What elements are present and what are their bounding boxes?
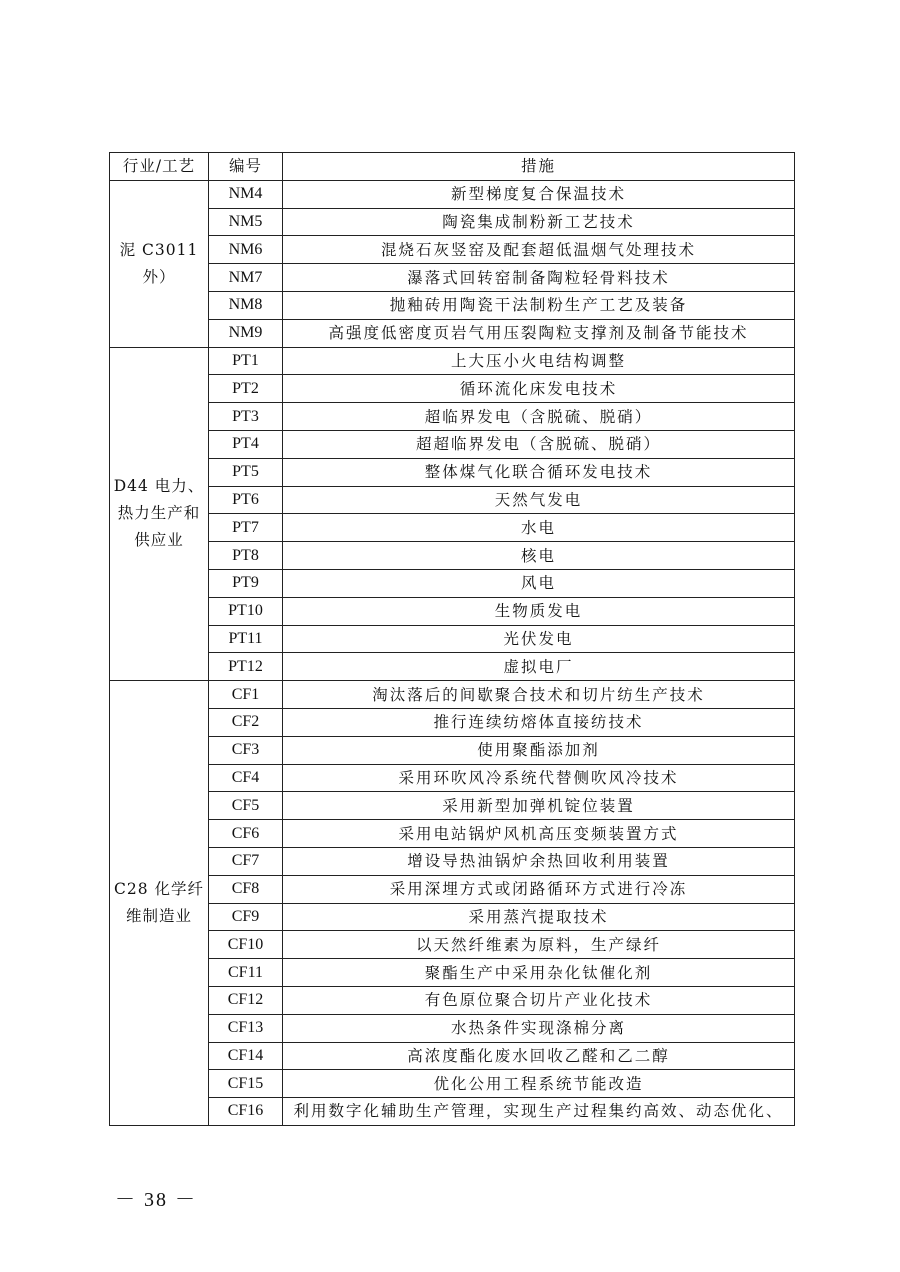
measures-table <box>109 152 795 1126</box>
code-cell: NM6 <box>209 236 283 264</box>
code-cell: CF6 <box>209 820 283 848</box>
table-row <box>110 347 795 375</box>
industry-cell: 泥 C3011 外） <box>110 180 209 347</box>
code-cell: PT11 <box>209 625 283 653</box>
code-cell: CF12 <box>209 986 283 1014</box>
measure-cell: 采用环吹风冷系统代替侧吹风冷技术 <box>283 764 795 792</box>
industry-cell: C28 化学纤维制造业 <box>110 681 209 1126</box>
table-row <box>110 264 795 292</box>
measure-cell: 瀑落式回转窑制备陶粒轻骨料技术 <box>283 264 795 292</box>
measures-table-body <box>110 153 795 1126</box>
measure-cell: 超临界发电（含脱硫、脱硝） <box>283 403 795 431</box>
table-row <box>110 764 795 792</box>
measure-cell: 混烧石灰竖窑及配套超低温烟气处理技术 <box>283 236 795 264</box>
measure-cell: 天然气发电 <box>283 486 795 514</box>
measure-cell: 超超临界发电（含脱硫、脱硝） <box>283 430 795 458</box>
table-row <box>110 986 795 1014</box>
code-cell: CF11 <box>209 959 283 987</box>
table-row <box>110 1014 795 1042</box>
header-code: 编号 <box>209 153 283 181</box>
table-row <box>110 792 795 820</box>
table-row <box>110 903 795 931</box>
table-row <box>110 458 795 486</box>
measure-cell: 高强度低密度页岩气用压裂陶粒支撑剂及制备节能技术 <box>283 319 795 347</box>
measure-cell: 抛釉砖用陶瓷干法制粉生产工艺及装备 <box>283 291 795 319</box>
table-row <box>110 736 795 764</box>
code-cell: PT12 <box>209 653 283 681</box>
measure-cell: 陶瓷集成制粉新工艺技术 <box>283 208 795 236</box>
measure-cell: 虚拟电厂 <box>283 653 795 681</box>
table-row <box>110 514 795 542</box>
table-row <box>110 180 795 208</box>
table-row <box>110 208 795 236</box>
industry-cell: D44 电力、热力生产和供应业 <box>110 347 209 681</box>
code-cell: CF3 <box>209 736 283 764</box>
measure-cell: 整体煤气化联合循环发电技术 <box>283 458 795 486</box>
measure-cell: 水电 <box>283 514 795 542</box>
measure-cell: 聚酯生产中采用杂化钛催化剂 <box>283 959 795 987</box>
code-cell: NM9 <box>209 319 283 347</box>
code-cell: PT6 <box>209 486 283 514</box>
code-cell: NM5 <box>209 208 283 236</box>
code-cell: CF4 <box>209 764 283 792</box>
code-cell: CF1 <box>209 681 283 709</box>
code-cell: CF9 <box>209 903 283 931</box>
code-cell: CF7 <box>209 847 283 875</box>
table-row <box>110 875 795 903</box>
measure-cell: 循环流化床发电技术 <box>283 375 795 403</box>
header-measure: 措施 <box>283 153 795 181</box>
code-cell: CF8 <box>209 875 283 903</box>
table-row <box>110 708 795 736</box>
measure-cell: 淘汰落后的间歇聚合技术和切片纺生产技术 <box>283 681 795 709</box>
measure-cell: 采用蒸汽提取技术 <box>283 903 795 931</box>
measure-cell: 使用聚酯添加剂 <box>283 736 795 764</box>
table-row <box>110 681 795 709</box>
table-row <box>110 403 795 431</box>
code-cell: CF13 <box>209 1014 283 1042</box>
code-cell: NM4 <box>209 180 283 208</box>
code-cell: CF2 <box>209 708 283 736</box>
measure-cell: 优化公用工程系统节能改造 <box>283 1070 795 1098</box>
code-cell: PT9 <box>209 569 283 597</box>
code-cell: PT4 <box>209 430 283 458</box>
measure-cell: 增设导热油锅炉余热回收利用装置 <box>283 847 795 875</box>
table-row <box>110 625 795 653</box>
table-row <box>110 542 795 570</box>
measure-cell: 上大压小火电结构调整 <box>283 347 795 375</box>
code-cell: PT5 <box>209 458 283 486</box>
code-cell: CF10 <box>209 931 283 959</box>
code-cell: PT3 <box>209 403 283 431</box>
code-cell: NM8 <box>209 291 283 319</box>
code-cell: CF5 <box>209 792 283 820</box>
measure-cell: 水热条件实现涤棉分离 <box>283 1014 795 1042</box>
measure-cell: 有色原位聚合切片产业化技术 <box>283 986 795 1014</box>
code-cell: CF14 <box>209 1042 283 1070</box>
table-row <box>110 569 795 597</box>
code-cell: PT8 <box>209 542 283 570</box>
measure-cell: 光伏发电 <box>283 625 795 653</box>
code-cell: PT2 <box>209 375 283 403</box>
table-row <box>110 653 795 681</box>
table-row <box>110 236 795 264</box>
measure-cell: 核电 <box>283 542 795 570</box>
header-industry: 行业/工艺 <box>110 153 209 181</box>
measure-cell: 新型梯度复合保温技术 <box>283 180 795 208</box>
table-row <box>110 1070 795 1098</box>
measure-cell: 推行连续纺熔体直接纺技术 <box>283 708 795 736</box>
measure-cell: 采用电站锅炉风机高压变频装置方式 <box>283 820 795 848</box>
measure-cell: 采用新型加弹机锭位装置 <box>283 792 795 820</box>
table-row <box>110 820 795 848</box>
code-cell: PT10 <box>209 597 283 625</box>
table-row <box>110 375 795 403</box>
code-cell: PT7 <box>209 514 283 542</box>
measure-cell: 利用数字化辅助生产管理，实现生产过程集约高效、动态优化、 <box>283 1098 795 1126</box>
measure-cell: 采用深埋方式或闭路循环方式进行冷冻 <box>283 875 795 903</box>
table-row <box>110 1042 795 1070</box>
table-row <box>110 486 795 514</box>
code-cell: PT1 <box>209 347 283 375</box>
measure-cell: 以天然纤维素为原料，生产绿纤 <box>283 931 795 959</box>
code-cell: CF16 <box>209 1098 283 1126</box>
table-row <box>110 319 795 347</box>
table-row <box>110 931 795 959</box>
code-cell: NM7 <box>209 264 283 292</box>
table-row <box>110 959 795 987</box>
table-row <box>110 597 795 625</box>
page-number: － 38 － <box>115 1189 197 1211</box>
measure-cell: 生物质发电 <box>283 597 795 625</box>
header-row <box>110 153 795 181</box>
table-row <box>110 291 795 319</box>
code-cell: CF15 <box>209 1070 283 1098</box>
measure-cell: 高浓度酯化废水回收乙醛和乙二醇 <box>283 1042 795 1070</box>
table-row <box>110 430 795 458</box>
table-row <box>110 847 795 875</box>
measure-cell: 风电 <box>283 569 795 597</box>
table-row <box>110 1098 795 1126</box>
